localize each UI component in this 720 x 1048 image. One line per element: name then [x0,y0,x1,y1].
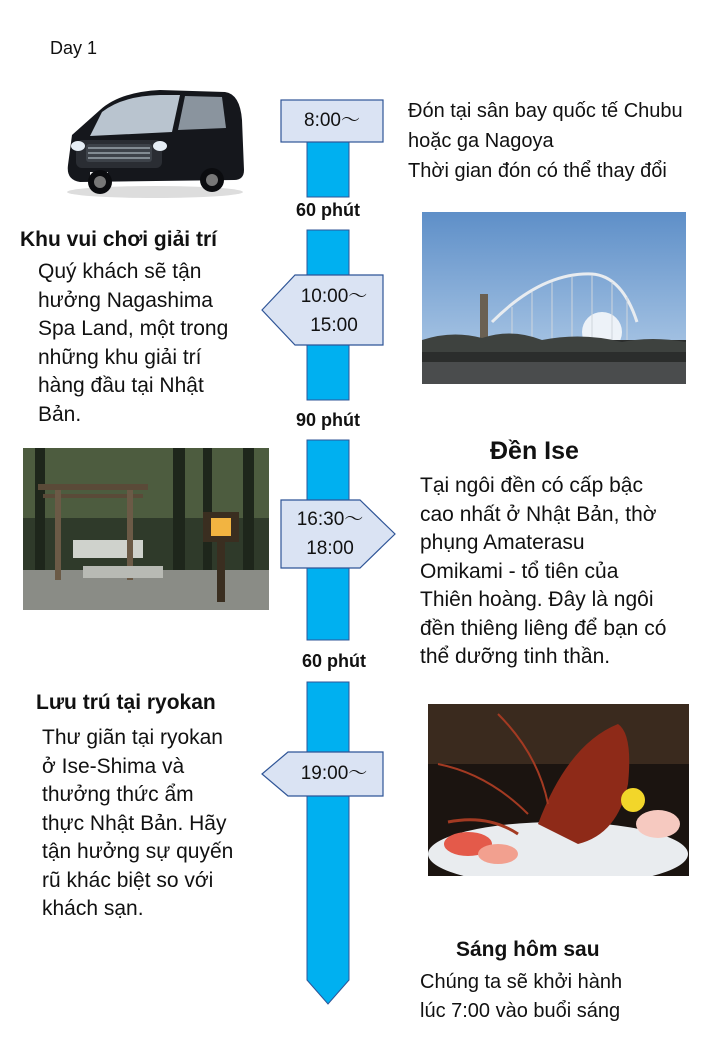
next-morning-description: Chúng ta sẽ khởi hành lúc 7:00 vào buổi sáng [420,971,623,1022]
timeline-bar-arrow [307,682,349,1004]
lobster-dish-photo [428,704,689,876]
time-label-1: 8:00～ [304,110,360,131]
ryokan-description: Thư giãn tại ryokan ở Ise-Shima và thưởng thức ẩm thực Nhật Bản. Hãy tận hưởng sự quyến rũ khác biệt so với khách sạn. [42,726,234,920]
time-label-2: 10:00～ 15:00 [300,286,368,336]
duration-label-3: 60 phút [301,651,366,671]
day-label: Day 1 [50,38,98,58]
ise-shrine-title: Đền Ise [490,437,579,465]
next-morning-title: Sáng hôm sau [456,938,600,961]
pickup-description: Đón tại sân bay quốc tế Chubu hoặc ga Nagoya Thời gian đón có thể thay đổi [408,100,683,182]
amusement-park-title: Khu vui chơi giải trí [20,228,217,251]
time-label-4: 19:00～ [300,763,368,784]
van-photo [60,80,250,200]
ise-shrine-description: Tại ngôi đền có cấp bậc cao nhất ở Nhật Bản, thờ phụng Amaterasu Omikami - tổ tiên của Thiên hoàng. Đây là ngôi đền thiêng liêng để bạn có thể dưỡng tinh thần. [420,474,667,668]
time-label-3: 16:30～ 18:00 [296,509,364,559]
amusement-park-description: Quý khách sẽ tận hưởng Nagashima Spa Land, một trong những khu giải trí hàng đầu tại Nhật Bản. [38,260,229,426]
torii-shrine-photo [23,448,269,610]
timeline-bar-1 [307,142,349,197]
roller-coaster-photo [422,212,686,384]
ryokan-title: Lưu trú tại ryokan [36,691,216,714]
duration-label-2: 90 phút [295,410,360,430]
duration-label-1: 60 phút [295,200,360,220]
